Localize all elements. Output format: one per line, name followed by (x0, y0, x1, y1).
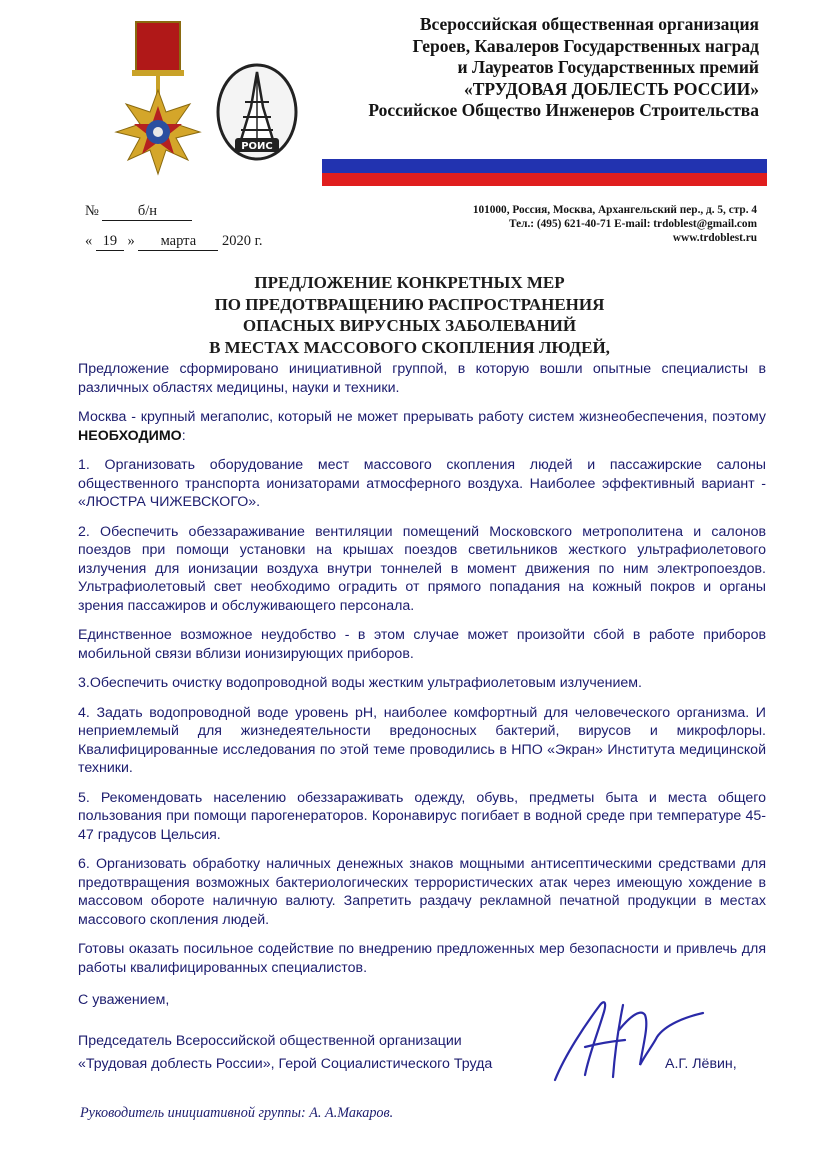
proposal-item-3: 3.Обеспечить очистку водопроводной воды жестким ультрафиолетовым излучением. (78, 675, 642, 691)
org-line: Героев, Кавалеров Государственных наград (412, 35, 759, 56)
rois-emblem-icon (215, 62, 299, 162)
document-date (85, 233, 263, 251)
org-line: и Лауреатов Государственных премий (457, 57, 759, 77)
date-year: 2020 г. (222, 233, 263, 249)
document-number (85, 203, 192, 221)
signer-position-line1: Председатель Всероссийской общественной организации (78, 1033, 462, 1049)
title-line: ОПАСНЫХ ВИРУСНЫХ ЗАБОЛЕВАНИЙ (242, 316, 577, 335)
date-day: 19 (96, 233, 124, 251)
website-line: www.trdoblest.ru (672, 232, 757, 244)
proposal-item-1: 1. Организовать оборудование мест массового скопления людей и пассажирские салоны общественного транспорта ионизаторами атмосферного воздуха. Наиболее эффективный вариант - «ЛЮСТРА ЧИЖЕВСКОГО». (78, 457, 766, 510)
proposal-item-5: 5. Рекомендовать населению обеззараживать одежду, обувь, предметы быта и места общего пользования при помощи парогенераторов. Коронавирус погибает в водной среде при температуре 45-47 градусов Цельсия. (78, 789, 766, 843)
flag-stripe-blue (322, 159, 767, 172)
inconvenience-paragraph: Единственное возможное неудобство - в этом случае может произойти сбой в работе приборов мобильной связи вблизи ионизирующих приборов. (78, 627, 766, 662)
flag-stripe-white (322, 146, 767, 159)
moscow-paragraph (78, 408, 766, 445)
number-prefix: № (85, 203, 99, 219)
russian-flag-banner (322, 146, 767, 186)
ready-paragraph: Готовы оказать посильное содействие по внедрению предложенных мер безопасности и привлечь для работы квалифицированных специалистов. (78, 941, 766, 976)
hero-medal-icon (108, 20, 208, 180)
org-line: Всероссийская общественная организация (419, 14, 759, 34)
moscow-emphasis: НЕОБХОДИМО (78, 427, 182, 444)
proposal-item-2: 2. Обеспечить обеззараживание вентиляции помещений Московского метрополитена и салонов поездов при помощи установки на крышах поездов светильников жесткого ультрафиолетового излучения для ионизации воздуха внутри тоннелей в момент движения по ним электропоездов. Ультрафиолетовый свет необходимо оградить от прямого попадания на кожный покров и органы зрения пассажиров и обслуживающего персонала. (78, 523, 766, 614)
date-month: марта (138, 233, 218, 251)
group-leader-line: Руководитель инициативной группы: А. А.Макаров. (80, 1105, 394, 1121)
document-body (78, 360, 766, 988)
org-line: «ТРУДОВАЯ ДОБЛЕСТЬ РОССИИ» (463, 78, 759, 99)
moscow-end: : (181, 427, 186, 444)
title-line: ПО ПРЕДОТВРАЩЕНИЮ РАСПРОСТРАНЕНИЯ (214, 294, 605, 314)
rois-label: РОИС (241, 141, 273, 152)
org-line: Российское Общество Инженеров Строительства (368, 100, 759, 120)
phone-email-line: Тел.: (495) 621-40-71 E-mail: trdoblest@gmail.com (509, 218, 757, 230)
date-quote-open: « (85, 233, 93, 249)
title-line: ПРЕДЛОЖЕНИЕ КОНКРЕТНЫХ МЕР (254, 273, 565, 292)
signer-name: А.Г. Лёвин, (665, 1056, 737, 1072)
number-value: б/н (102, 203, 192, 221)
closing-salutation: С уважением, (78, 992, 170, 1008)
signer-position-line2: «Трудовая доблесть России», Герой Социалистического Труда (78, 1056, 493, 1072)
document-title (0, 272, 819, 358)
address-line: 101000, Россия, Москва, Архангельский пер., д. 5, стр. 4 (472, 204, 757, 216)
title-line: В МЕСТАХ МАССОВОГО СКОПЛЕНИЯ ЛЮДЕЙ, (209, 337, 610, 357)
moscow-text: Москва - крупный мегаполис, который не может прерывать работу систем жизнеобеспечения, поэтому (78, 409, 766, 425)
proposal-item-6: 6. Организовать обработку наличных денежных знаков мощными антисептическими средствами для предотвращения возможных бактериологических террористических атак через имеющую хождение в массовом обороте наличную валюту. Запретить раздачу рекламной печатной продукции в местах массового скопления людей. (78, 856, 766, 928)
date-quote-close: » (127, 233, 135, 249)
intro-paragraph: Предложение сформировано инициативной группой, в которую вошли опытные специалисты в различных областях медицины, науки и техники. (78, 361, 766, 396)
contact-address (473, 203, 757, 245)
flag-stripe-red (322, 173, 767, 186)
proposal-item-4: 4. Задать водопроводной воде уровень pH, наиболее комфортный для человеческого организма. И неприемлемый для жизнедеятельности вредоносных бактерий, вирусов и микрофлоры. Квалифицированные исследования по этой теме проводились в НПО «Экран» Института медицинской техники. (78, 704, 766, 776)
handwritten-signature (545, 985, 705, 1095)
organization-header (368, 14, 759, 122)
